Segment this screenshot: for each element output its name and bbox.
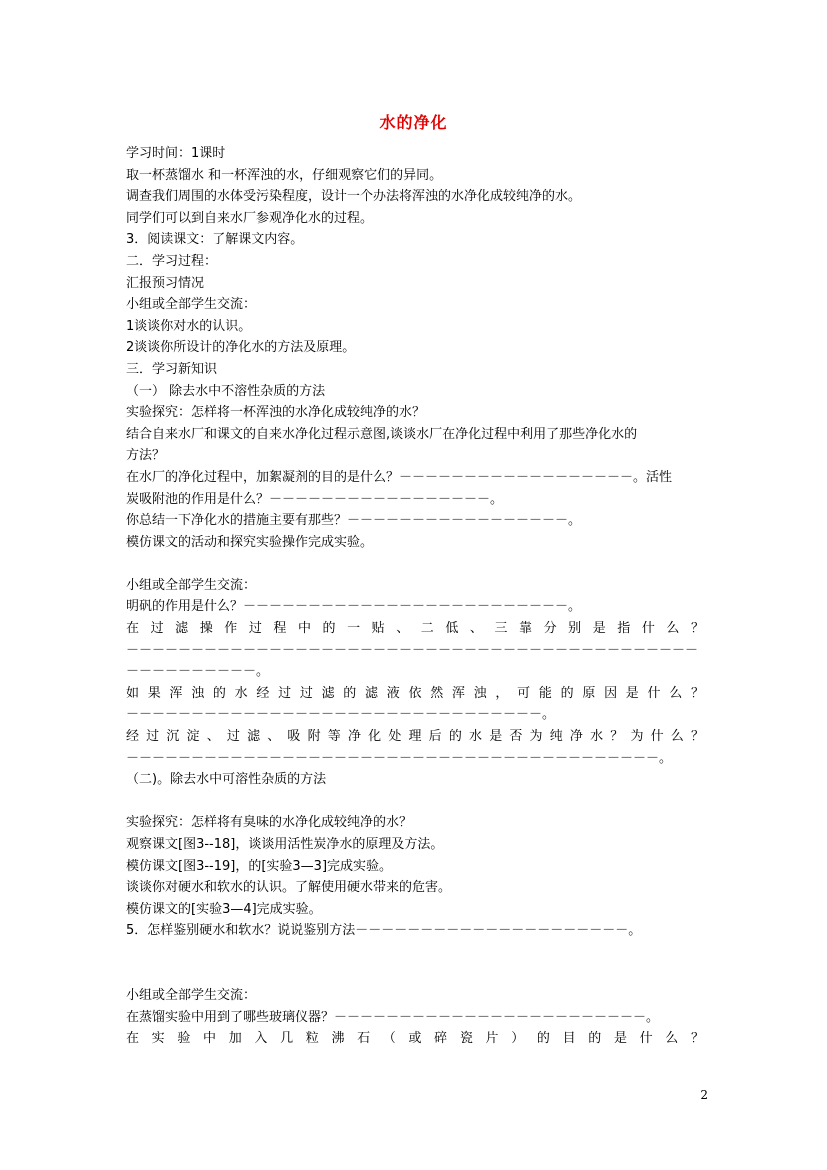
text-line: 调查我们周围的水体受污染程度，设计一个办法将浑浊的水净化成较纯净的水。 [126,189,582,205]
text-line: 在实验中加入几粒沸石（或碎瓷片）的目的是什么？ [126,1031,704,1047]
blank-line [126,942,704,964]
text-line: （一） 除去水中不溶性杂质的方法 [126,383,326,399]
text-line: 二．学习过程： [126,253,218,269]
blank-line [126,791,704,813]
blank-line [126,553,704,575]
blank-line [126,964,704,986]
text-line: 模仿课文[图3--19]，的[实验3—3]完成实验。 [126,858,393,874]
text-line: 模仿课文的[实验3—4]完成实验。 [126,901,322,917]
page-number: 2 [700,1088,708,1102]
text-line: 结合自来水厂和课文的自来水净化过程示意图,谈谈水厂在净化过程中利用了那些净化水的 [126,426,638,442]
text-line: 同学们可以到自来水厂参观净化水的过程。 [126,210,374,226]
text-line: 2谈谈你所设计的净化水的方法及原理。 [126,340,356,356]
answer-blank-line: －－－－－－－－－－－－－－－－－－－－－－－－－－－－－－－－－－－－－－－－－－－－ [126,642,699,658]
text-line: 你总结一下净化水的措施主要有那些？－－－－－－－－－－－－－－－－－。 [126,513,582,529]
text-line: 取一杯蒸馏水 和一杯浑浊的水，仔细观察它们的异同。 [126,167,443,183]
answer-blank-line: －－－－－－－－－－－－－－－－－－－－－－－－－－－－－－－－－－－－－－－－－。 [126,750,673,766]
document-title: 水的净化 [379,113,448,132]
text-line: 小组或全部学生交流： [126,988,257,1004]
answer-blank-line: －－－－－－－－－－－－－－－－－－－－－－－－－－－－－－－－。 [126,707,556,723]
text-line: 明矾的作用是什么？－－－－－－－－－－－－－－－－－－－－－－－－－。 [126,599,582,615]
text-line: 方法？ [126,448,166,464]
text-line: 在过滤操作过程中的一贴、二低、三靠分别是指什么？ [126,621,704,637]
text-line: 5．怎样鉴别硬水和软水？说说鉴别方法－－－－－－－－－－－－－－－－－－－－－。 [126,923,642,939]
text-line: 小组或全部学生交流： [126,297,257,313]
text-line: 模仿课文的活动和探究实验操作完成实验。 [126,534,374,550]
text-line: 如果浑浊的水经过过滤的滤液依然浑浊，可能的原因是什么？ [126,685,704,701]
text-line: 实验探究：怎样将一杯浑浊的水净化成较纯净的水？ [126,405,426,421]
text-line: （二)。除去水中可溶性杂质的方法 [126,772,327,788]
text-line: 实验探究：怎样将有臭味的水净化成较纯净的水？ [126,815,413,831]
text-line: 谈谈你对硬水和软水的认识。了解使用硬水带来的危害。 [126,880,452,896]
text-line: 汇报预习情况 [126,275,205,291]
text-line: 3．阅读课文：了解课文内容。 [126,232,304,248]
text-line: 经过沉淀、过滤、吸附等净化处理后的水是否为纯净水？为什么？ [126,729,704,745]
text-line: 炭吸附池的作用是什么？－－－－－－－－－－－－－－－－－。 [126,491,504,507]
text-line: 三．学习新知识 [126,361,218,377]
text-line: 在蒸馏实验中用到了哪些玻璃仪器？－－－－－－－－－－－－－－－－－－－－－－－－。 [126,1009,660,1025]
text-line: 小组或全部学生交流： [126,577,257,593]
text-line: 观察课文[图3--18]，谈谈用活性炭净水的原理及方法。 [126,837,444,852]
text-line: 1谈谈你对水的认识。 [126,318,252,334]
answer-blank-line: －－－－－－－－－－。 [126,664,270,680]
text-line: 学习时间：1课时 [126,146,226,161]
text-line: 在水厂的净化过程中，加絮凝剂的目的是什么？－－－－－－－－－－－－－－－－－－。活性 [126,469,673,485]
document-body [126,143,704,1050]
